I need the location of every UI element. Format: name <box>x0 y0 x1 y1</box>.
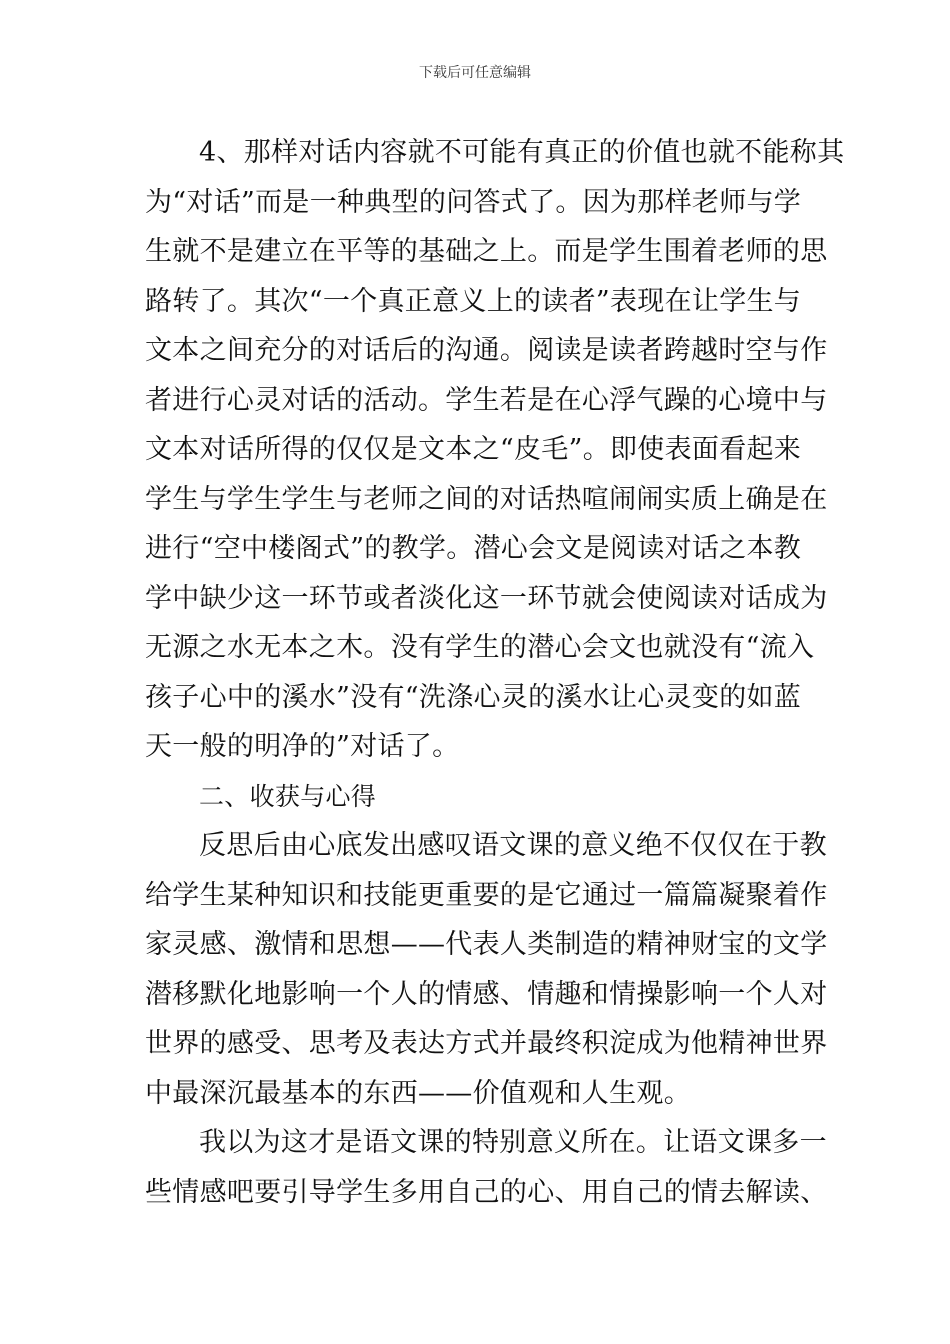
text-line: 4、那样对话内容就不可能有真正的价值也就不能称其 <box>199 137 845 168</box>
text-line: 孩子心中的溪水”没有“洗涤心灵的溪水让心灵变的如蓝 <box>145 681 802 713</box>
text-line: 反思后由心底发出感叹语文课的意义绝不仅仅在于教 <box>199 830 827 861</box>
text-line: 世界的感受、思考及表达方式并最终积淀成为他精神世界 <box>145 1028 828 1059</box>
page-header: 下载后可任意编辑 <box>419 65 531 81</box>
text-line: 些情感吧要引导学生多用自己的心、用自己的情去解读、 <box>145 1176 828 1208</box>
text-line: 给学生某种知识和技能更重要的是它通过一篇篇凝聚着作 <box>145 879 828 911</box>
text-line: 我以为这才是语文课的特别意义所在。让语文课多一 <box>199 1127 827 1158</box>
text-line: 为“对话”而是一种典型的问答式了。因为那样老师与学 <box>145 186 802 218</box>
text-line: 文本对话所得的仅仅是文本之“皮毛”。即使表面看起来 <box>145 434 802 465</box>
text-line: 路转了。其次“一个真正意义上的读者”表现在让学生与 <box>145 285 802 317</box>
section-heading-text: 二、收获与心得 <box>199 781 377 811</box>
section-heading <box>145 772 810 822</box>
text-line: 无源之水无本之木。没有学生的潜心会文也就没有“流入 <box>145 632 815 663</box>
text-line: 家灵感、激情和思想——代表人类制造的精神财宝的文学 <box>145 929 828 960</box>
text-line: 中最深沉最基本的东西——价值观和人生观。 <box>145 1077 691 1109</box>
text-line: 学生与学生学生与老师之间的对话热喧闹闹实质上确是在 <box>145 483 828 515</box>
text-line: 者进行心灵对话的活动。学生若是在心浮气躁的心境中与 <box>145 384 828 416</box>
paragraph-3 <box>145 1118 828 1217</box>
text-line: 生就不是建立在平等的基础之上。而是学生围着老师的思 <box>145 236 828 267</box>
text-line: 进行“空中楼阁式”的教学。潜心会文是阅读对话之本教 <box>145 533 802 564</box>
text-line: 天一般的明净的”对话了。 <box>145 731 460 762</box>
document-body <box>145 128 845 1217</box>
paragraph-2 <box>145 821 828 1118</box>
paragraph-1 <box>145 128 845 772</box>
text-line: 学中缺少这一环节或者淡化这一环节就会使阅读对话成为 <box>145 582 828 614</box>
text-line: 潜移默化地影响一个人的情感、情趣和情操影响一个人对 <box>145 978 828 1010</box>
text-line: 文本之间充分的对话后的沟通。阅读是读者跨越时空与作 <box>145 335 828 366</box>
